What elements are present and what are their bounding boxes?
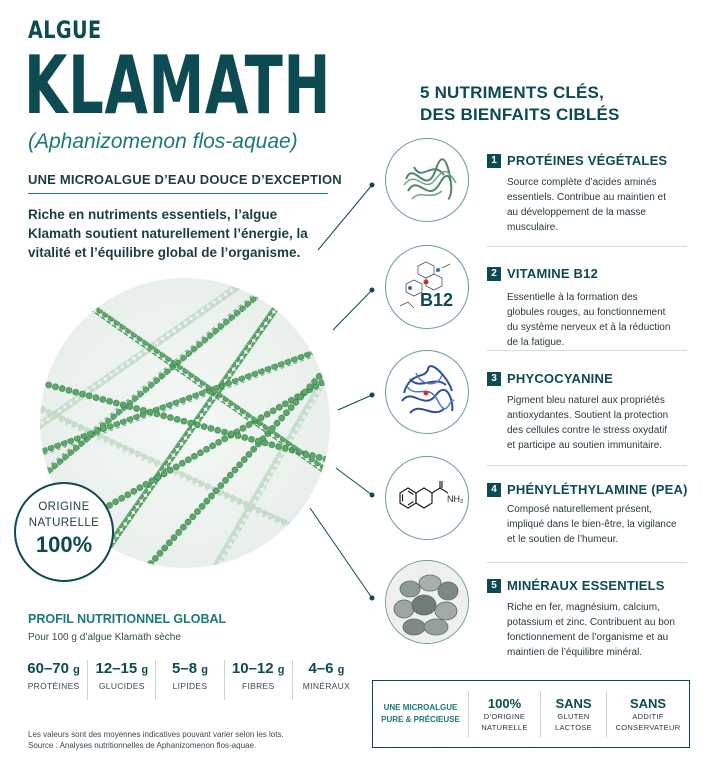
nutrient-desc: Essentielle à la formation des globules rouges, au fonctionnement du système nerveux et à la réduction de la fatigue.: [507, 292, 671, 348]
nutrient-title: PHÉNYLÉTHYLAMINE (PEA): [507, 482, 688, 497]
profile-subtitle: Pour 100 g d’algue Klamath sèche: [28, 632, 181, 643]
nutrient-desc: Riche en fer, magnésium, calcium, potassium et zinc. Contribuent au bon fonctionnement de l’organisme et au maintien de l’équilibre minéral.: [507, 602, 675, 658]
claim-no-additive: [607, 691, 689, 737]
divider: [487, 246, 687, 247]
nutrient-desc: Source complète d’acides aminés essentiels. Contribue au maintien et au développement de la masse musculaire.: [507, 177, 666, 233]
stat-label: MINÉRAUX: [302, 681, 351, 691]
nutrient-desc: Pigment bleu naturel aux propriétés antioxydantes. Soutient la protection des cellules contre le stress oxydatif et participe au soutien immunitaire.: [507, 395, 669, 451]
connector-line: [318, 185, 372, 250]
stat-proteins: [20, 660, 88, 700]
nutrient-desc: Composé naturellement présent, impliqué dans le bien-être, la vigilance et le soutien de l’humeur.: [507, 504, 677, 545]
stat-value: 4–6: [308, 660, 334, 677]
claim-line: D’ORIGINE: [483, 711, 526, 721]
nutrient-number: 3: [487, 372, 501, 386]
eyebrow: ALGUE: [28, 16, 102, 44]
claim-line: LACTOSE: [555, 722, 592, 732]
nutrient-number: 5: [487, 579, 501, 593]
stat-lipids: [156, 660, 224, 700]
nutrient-number: 2: [487, 267, 501, 281]
claim-line: ADDITIF: [632, 711, 664, 721]
connector-dot: [370, 393, 375, 398]
connector-line: [338, 395, 372, 410]
badge-line: ORIGINE: [38, 501, 90, 513]
claim-natural-origin: [469, 691, 541, 737]
natural-origin-badge: [14, 482, 114, 582]
footnote: Les valeurs sont des moyennes indicatives pouvant varier selon les lots.: [28, 730, 284, 739]
stat-fibers: [225, 660, 293, 700]
stat-label: FIBRES: [241, 681, 275, 691]
claim-line: UNE MICROALGUE: [383, 703, 458, 712]
claim-gluten-lactose-free: [541, 691, 607, 737]
heading-line: DES BIENFAITS CIBLÉS: [420, 105, 620, 124]
nutrient-title: VITAMINE B12: [507, 266, 599, 281]
stat-value: 10–12: [231, 660, 274, 677]
molecule-icon: [385, 245, 469, 329]
claim-pure: [373, 691, 469, 737]
badge-line: NATURELLE: [28, 517, 100, 529]
stat-label: PROTÉINES: [27, 681, 80, 691]
connector-dot: [370, 183, 375, 188]
mineral-stones-icon: [385, 560, 469, 644]
divider: [487, 465, 687, 466]
connector-line: [310, 508, 372, 598]
stat-label: GLUCIDES: [98, 681, 145, 691]
stat-unit: g: [141, 664, 149, 676]
stat-value: 5–8: [172, 660, 198, 677]
nh2-label: NH₂: [447, 494, 464, 504]
b12-label: B12: [420, 290, 454, 310]
nutrient-title: MINÉRAUX ESSENTIELS: [507, 578, 665, 593]
nutrients-heading: [420, 82, 620, 126]
phycocyanin-structure-icon: [385, 350, 469, 434]
stat-unit: g: [201, 664, 208, 676]
divider: [487, 562, 687, 563]
profile-title: PROFIL NUTRITIONNEL GLOBAL: [28, 612, 227, 626]
nutrient-title: PHYCOCYANINE: [507, 371, 613, 386]
claim-line: CONSERVATEUR: [615, 722, 681, 732]
badge-percent: 100%: [35, 532, 93, 557]
connector-line: [333, 290, 372, 330]
page-title: KLAMATH: [24, 39, 332, 132]
connector-line: [336, 468, 372, 495]
stat-minerals: [293, 660, 360, 700]
intro-text: Riche en nutriments essentiels, l’algue Klamath soutient naturellement l’énergie, la vitalité et l’équilibre global de l’organisme.: [28, 207, 308, 260]
connector-dot: [370, 288, 375, 293]
claim-line: PURE & PRÉCIEUSE: [381, 715, 460, 724]
claim-big: SANS: [555, 695, 592, 711]
heading-line: 5 NUTRIMENTS CLÉS,: [420, 83, 605, 102]
divider: [487, 350, 687, 351]
claim-line: NATURELLE: [481, 722, 528, 732]
tagline: UNE MICROALGUE D’EAU DOUCE D’EXCEPTION: [28, 172, 342, 187]
stat-unit: g: [73, 664, 80, 676]
nutrient-title: PROTÉINES VÉGÉTALES: [507, 153, 668, 168]
stat-unit: g: [277, 664, 285, 676]
claim-big: SANS: [629, 695, 667, 711]
nutrient-number: 1: [487, 154, 501, 168]
latin-name: (Aphanizomenon flos-aquae): [28, 130, 298, 153]
connector-dot: [370, 596, 375, 601]
stat-value: 12–15: [95, 660, 138, 677]
claim-line: GLUTEN: [557, 711, 590, 721]
stat-value: 60–70: [27, 660, 69, 677]
stat-unit: g: [337, 664, 345, 676]
stat-carbs: [88, 660, 156, 700]
stat-label: LIPIDES: [172, 681, 208, 691]
connector-dot: [370, 493, 375, 498]
claim-big: 100%: [487, 695, 522, 711]
nutrient-number: 4: [487, 483, 501, 497]
quality-claims-box: [372, 680, 690, 748]
nutrition-stats: [20, 660, 360, 700]
protein-structure-icon: [385, 138, 469, 222]
source-note: Source : Analyses nutritionnelles de Aphanizomenon flos-aquae.: [28, 741, 257, 750]
